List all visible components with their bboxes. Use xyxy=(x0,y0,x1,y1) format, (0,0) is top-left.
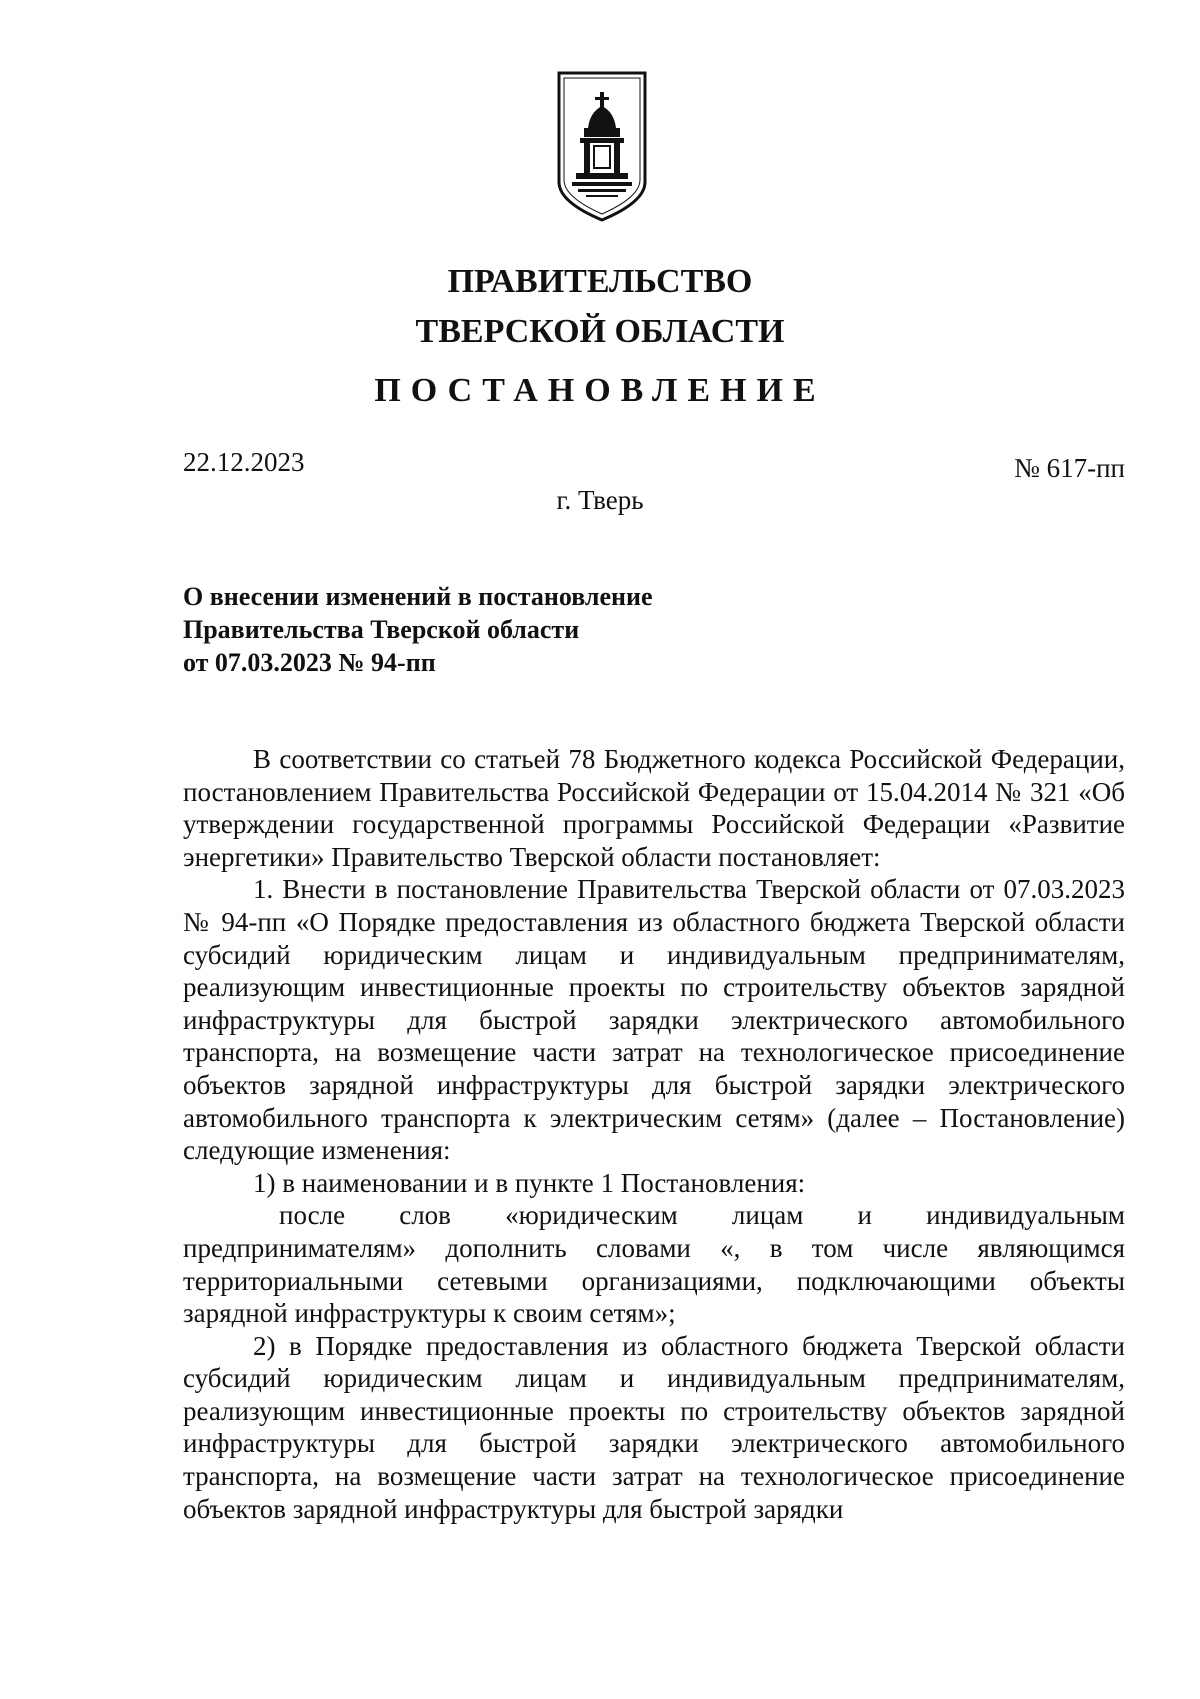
subject-line2: Правительства Тверской области xyxy=(183,615,580,644)
body-paragraph-subitem-1-text: после слов «юридическим лицам и индивидуальным предпринимателям» дополнить словами «, в том числе являющимся территориальными сетевыми организациями, подключающими объекты зарядной инфраструктуры к своим сетям»; xyxy=(183,1200,1125,1329)
body-paragraph-preamble: В соответствии со статьей 78 Бюджетного кодекса Российской Федерации, постановлением Правительства Российской Федерации от 15.04.2014 № 321 «Об утверждении государственной программы Российской Федерации «Развитие энергетики» Правительство Тверской области постановляет: xyxy=(183,744,1125,872)
body-paragraph-subitem-1: 1) в наименовании и в пункте 1 Постановления: xyxy=(253,1167,806,1198)
document-type: ПОСТАНОВЛЕНИЕ xyxy=(374,372,826,409)
organization-name-line2: ТВЕРСКОЙ ОБЛАСТИ xyxy=(415,313,785,350)
document-date: 22.12.2023 xyxy=(183,447,305,477)
document-number: № 617-пп xyxy=(1014,453,1125,483)
subject-line1: О внесении изменений в постановление xyxy=(183,582,653,611)
organization-name xyxy=(0,257,1200,357)
document-subject xyxy=(183,580,803,679)
document-body xyxy=(183,743,1125,1525)
document-city: г. Тверь xyxy=(556,485,644,515)
body-paragraph-item-1: 1. Внести в постановление Правительства Тверской области от 07.03.2023 № 94-пп «О Порядке предоставления из областного бюджета Тверской области субсидий юридическим лицам и индивидуальным предпринимателям, реализующим инвестиционные проекты по строительству объектов зарядной инфраструктуры для быстрой зарядки электрического автомобильного транспорта, на возмещение части затрат на технологическое присоединение объектов зарядной инфраструктуры для быстрой зарядки электрического автомобильного транспорта к электрическим сетям» (далее – Постановление) следующие изменения: xyxy=(183,874,1125,1166)
coat-of-arms-icon xyxy=(556,70,648,222)
body-paragraph-subitem-2: 2) в Порядке предоставления из областного бюджета Тверской области субсидий юридическим лицам и индивидуальным предпринимателям, реализующим инвестиционные проекты по строительству объектов зарядной инфраструктуры для быстрой зарядки электрического автомобильного транспорта, на возмещение части затрат на технологическое присоединение объектов зарядной инфраструктуры для быстрой зарядки xyxy=(183,1330,1125,1524)
subject-line3: от 07.03.2023 № 94-пп xyxy=(183,648,436,677)
organization-name-line1: ПРАВИТЕЛЬСТВО xyxy=(447,263,753,300)
